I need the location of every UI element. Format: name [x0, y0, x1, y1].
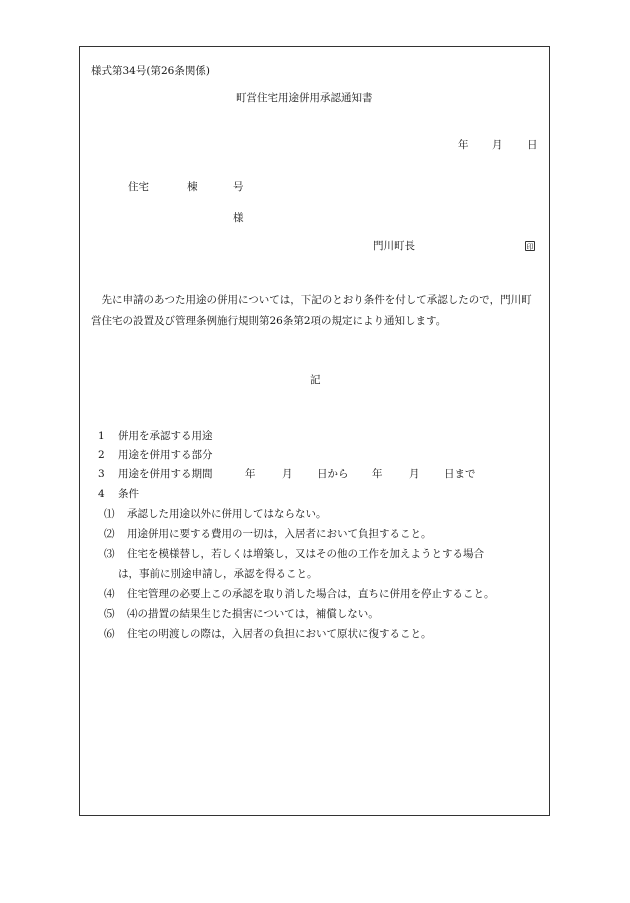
item-3-year-to: 年 [372, 468, 383, 480]
date-month: 月 [492, 139, 503, 151]
condition-3-text: 住宅を模様替し，若しくは増築し，又はその他の工作を加えようとする場合 [127, 548, 484, 560]
seal-icon: 印 [526, 243, 534, 251]
condition-4-text: 住宅管理の必要上この承認を取り消した場合は，直ちに併用を停止すること。 [127, 588, 495, 600]
item-3-day-from: 日から [317, 468, 349, 480]
seal-mark [525, 239, 535, 253]
condition-6-text: 住宅の明渡しの際は，入居者の負担において原状に復すること。 [127, 628, 432, 640]
condition-1-number: ⑴ [104, 508, 115, 520]
condition-3-continuation: は，事前に別途申請し，承認を得ること。 [118, 568, 318, 580]
form-number: 様式第34号(第26条関係) [91, 65, 210, 77]
item-4-text: 条件 [118, 488, 139, 500]
condition-2-number: ⑵ [104, 528, 115, 540]
condition-2-text: 用途併用に要する費用の一切は，入居者において負担すること。 [127, 528, 432, 540]
addressee-building: 棟 [187, 181, 198, 193]
condition-5-number: ⑸ [104, 608, 115, 620]
item-2-text: 用途を併用する部分 [118, 449, 213, 461]
date-day: 日 [527, 139, 538, 151]
condition-4-number: ⑷ [104, 588, 115, 600]
date-year: 年 [458, 139, 469, 151]
addressee-honorific: 様 [233, 212, 244, 224]
item-3-month-from: 月 [282, 468, 293, 480]
item-3-month-to: 月 [409, 468, 420, 480]
item-3-day-to: 日まで [444, 468, 476, 480]
ki-heading: 記 [310, 374, 321, 386]
issuer-name: 門川町長 [373, 240, 415, 252]
item-1-number: 1 [98, 430, 105, 442]
body-paragraph: 先に申請のあつた用途の併用については，下記のとおり条件を付して承認したので，門川町営住宅の設置及び管理条例施行規則第26条第2項の規定により通知します。 [91, 294, 532, 327]
item-4-number: 4 [98, 488, 105, 500]
addressee-house: 住宅 [128, 181, 149, 193]
item-1-text: 併用を承認する用途 [118, 430, 213, 442]
item-2-number: 2 [98, 449, 105, 461]
item-3-number: 3 [98, 468, 105, 480]
item-3-text: 用途を併用する期間 [118, 468, 213, 480]
condition-5-text: ⑷の措置の結果生じた損害については，補償しない。 [127, 608, 379, 620]
addressee-number: 号 [233, 181, 244, 193]
condition-3-number: ⑶ [104, 548, 115, 560]
condition-1-text: 承認した用途以外に併用してはならない。 [127, 508, 327, 520]
document-title: 町営住宅用途併用承認通知書 [236, 92, 373, 104]
condition-6-number: ⑹ [104, 628, 115, 640]
item-3-year-from: 年 [245, 468, 256, 480]
